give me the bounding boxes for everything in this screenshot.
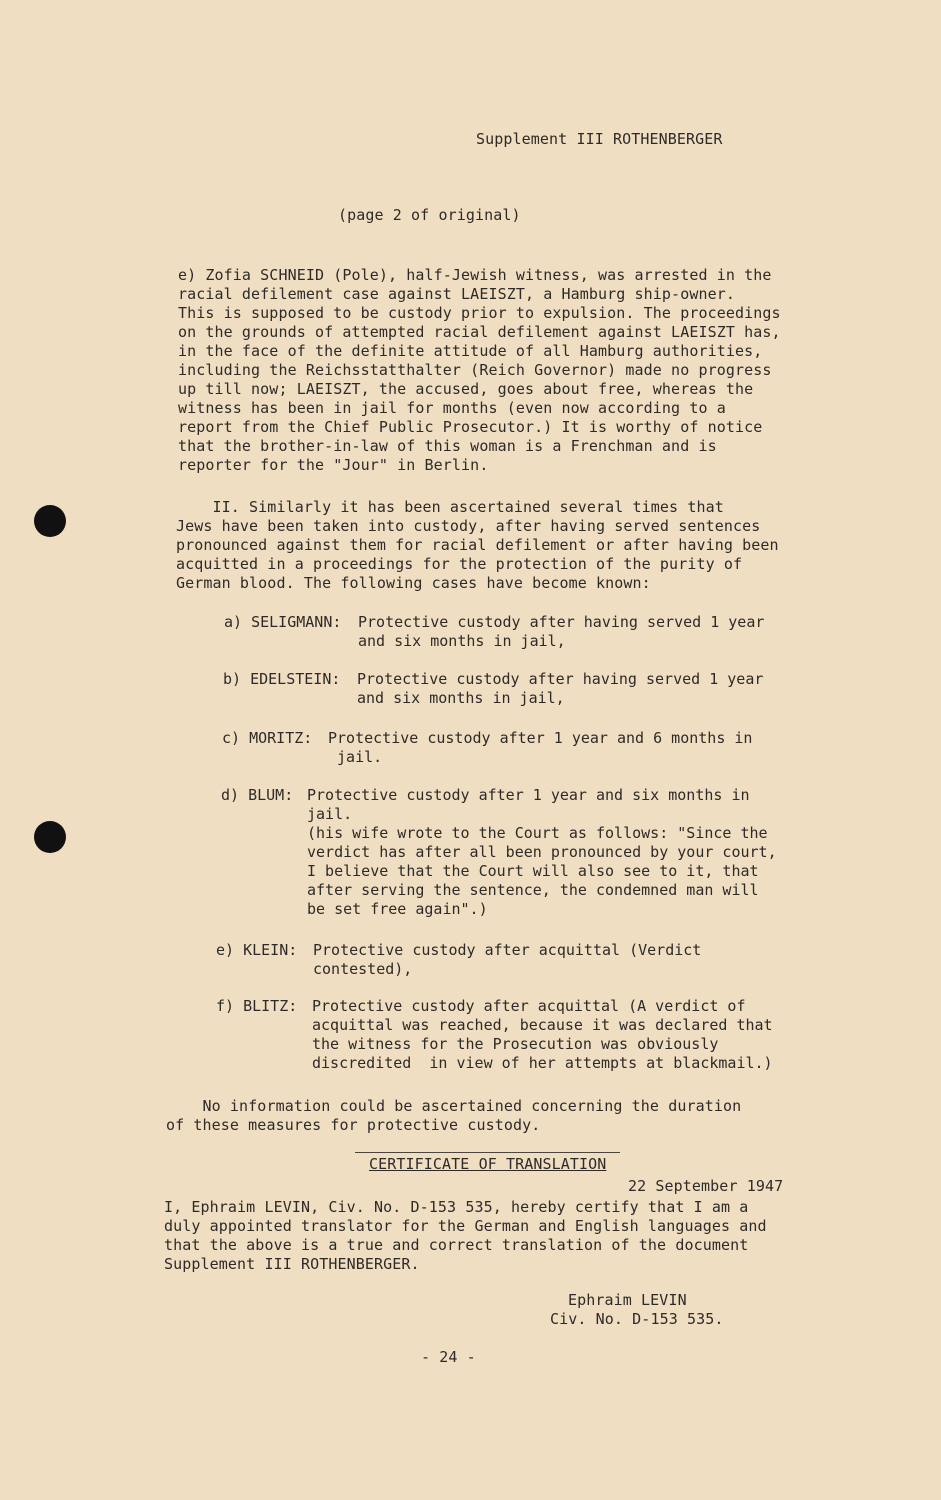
case-label: d) BLUM:	[221, 786, 294, 804]
document-header: Supplement III ROTHENBERGER	[476, 130, 723, 148]
certificate-title: CERTIFICATE OF TRANSLATION	[369, 1155, 607, 1173]
certificate-body: I, Ephraim LEVIN, Civ. No. D-153 535, hereby certify that I am a duly appointed translator for the German and English languages and that the above is a true and correct translation of the document Supplement III ROTHENBERGER.	[164, 1198, 767, 1273]
paragraph-ii: II. Similarly it has been ascertained several times that Jews have been taken into custody, after having served sentences pronounced against them for racial defilement or after having been acquitted in a proceedings for the protection of the purity of German blood. The following cases have become known:	[176, 498, 779, 592]
case-label: e) KLEIN:	[216, 941, 298, 959]
signature-name: Ephraim LEVIN	[568, 1291, 687, 1309]
case-text: Protective custody after 1 year and six months in jail. (his wife wrote to the Court as follows: "Since the verdict has after all been pronounced by your court, I believe that the Court will also see to it, that after serving the sentence, the condemned man will be set free again".)	[307, 786, 777, 918]
divider	[355, 1152, 620, 1153]
punch-hole	[34, 821, 66, 853]
case-text: Protective custody after acquittal (A verdict of acquittal was reached, because it was declared that the witness for the Prosecution was obviously discredited in view of her attempts at blackmail.)	[312, 997, 773, 1072]
case-label: a) SELIGMANN:	[224, 613, 342, 631]
case-label: b) EDELSTEIN:	[223, 670, 341, 688]
page-of-original: (page 2 of original)	[338, 206, 521, 224]
case-text: Protective custody after 1 year and 6 months in jail.	[328, 729, 753, 766]
case-text: Protective custody after acquittal (Verdict contested),	[313, 941, 702, 978]
case-text: Protective custody after having served 1 year and six months in jail,	[357, 670, 764, 707]
page-number: - 24 -	[421, 1348, 476, 1366]
final-paragraph: No information could be ascertained concerning the duration of these measures for protective custody.	[166, 1097, 742, 1134]
signature-id: Civ. No. D-153 535.	[550, 1310, 724, 1328]
punch-hole	[34, 505, 66, 537]
paragraph-e: e) Zofia SCHNEID (Pole), half-Jewish witness, was arrested in the racial defilement case against LAEISZT, a Hamburg ship-owner. This is supposed to be custody prior to expulsion. The proceedings on the grounds of attempted racial defilement against LAEISZT has, in the face of the definite attitude of all Hamburg authorities, including the Reichsstatthalter (Reich Governor) made no progress up till now; LAEISZT, the accused, goes about free, whereas the witness has been in jail for months (even now according to a report from the Chief Public Prosecutor.) It is worthy of notice that the brother-in-law of this woman is a Frenchman and is reporter for the "Jour" in Berlin.	[178, 266, 781, 474]
certificate-date: 22 September 1947	[628, 1177, 784, 1195]
case-label: f) BLITZ:	[216, 997, 298, 1015]
case-label: c) MORITZ:	[222, 729, 313, 747]
case-text: Protective custody after having served 1 year and six months in jail,	[358, 613, 765, 650]
